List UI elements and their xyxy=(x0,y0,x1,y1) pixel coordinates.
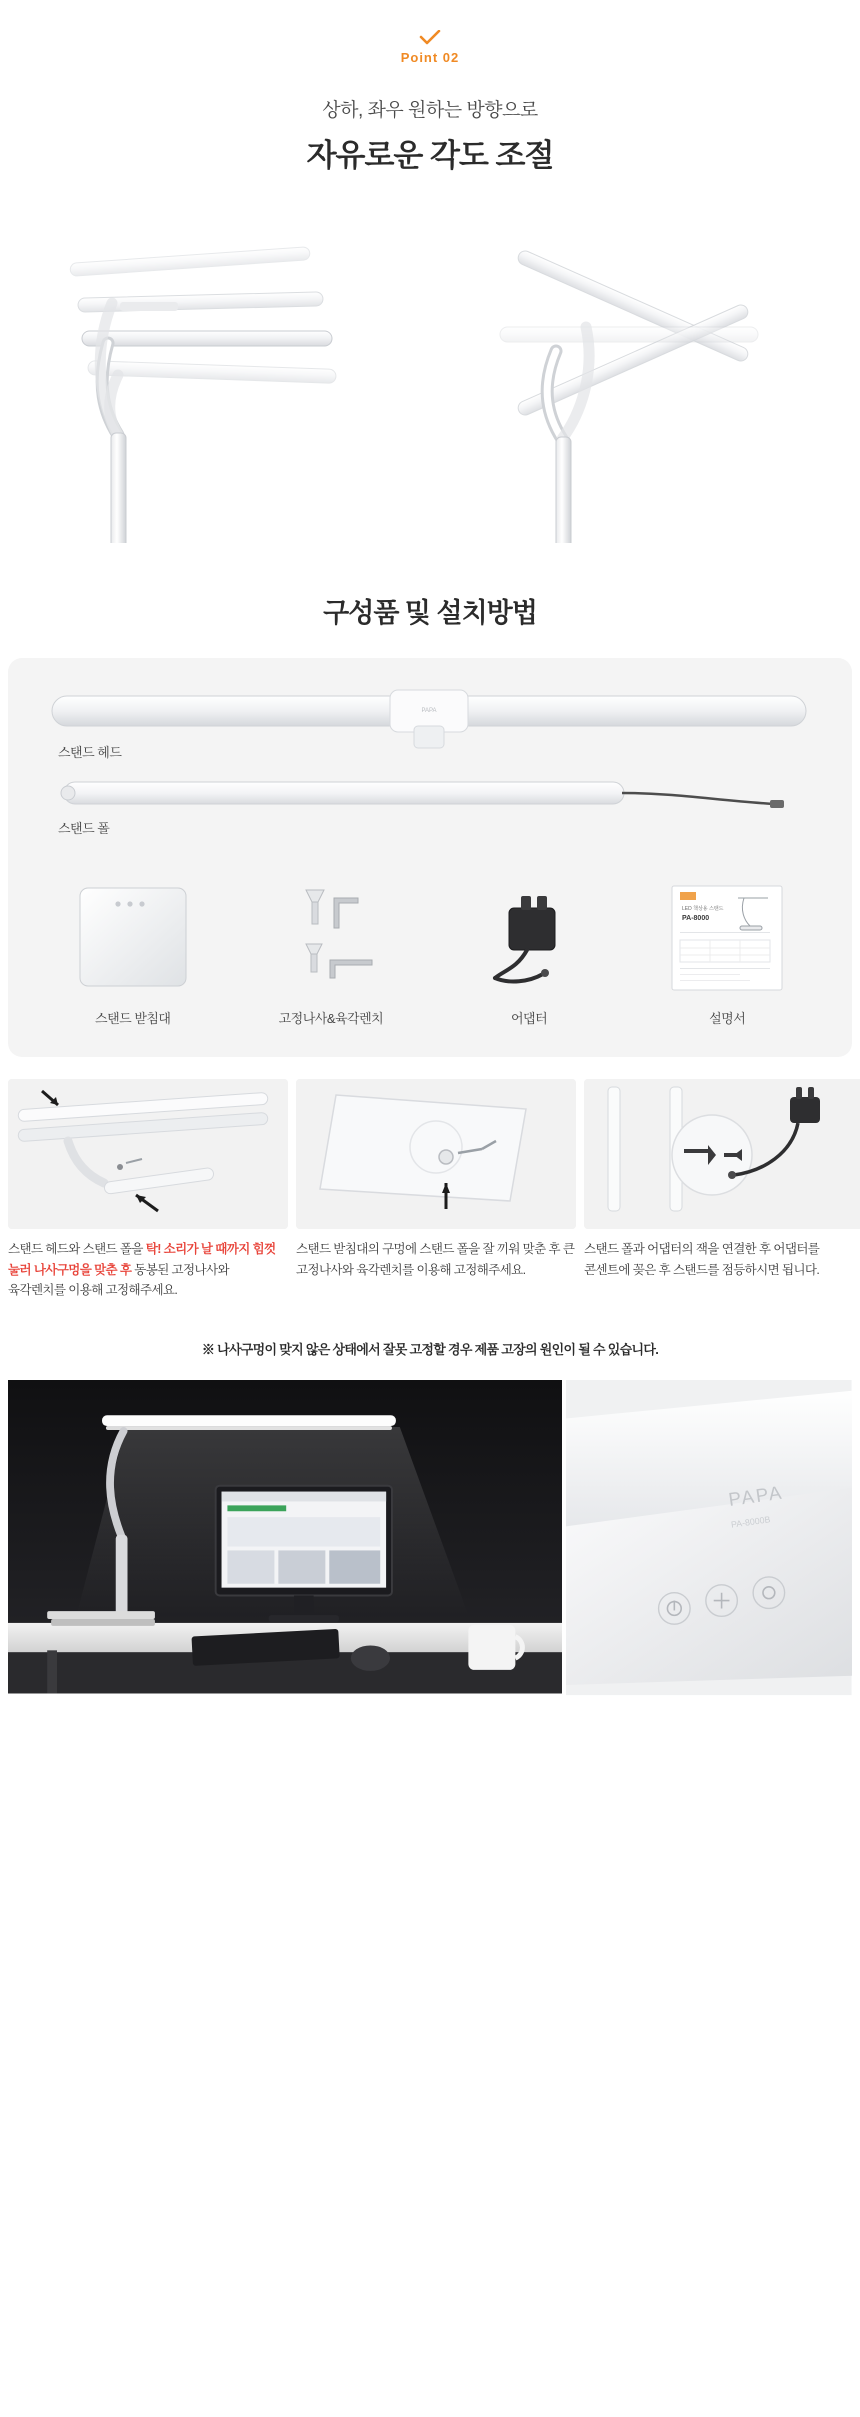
lamp-right xyxy=(500,249,758,543)
install-steps xyxy=(8,1079,852,1313)
step-1-text-after: 동봉된 고정나사와 육각렌치를 이용해 고정해주세요. xyxy=(8,1262,229,1298)
photo-gallery xyxy=(8,1380,852,1695)
step-1-text xyxy=(8,1239,288,1301)
lamp-illustration-svg xyxy=(0,203,860,543)
check-icon xyxy=(419,30,441,46)
component-label-adapter: 어댑터 xyxy=(510,1011,548,1026)
point-section xyxy=(0,0,860,175)
manual-model-text: PA-8000 xyxy=(682,915,710,922)
manual-art xyxy=(664,882,790,994)
component-label-pole: 스탠드 폴 xyxy=(58,821,110,836)
step-2-image xyxy=(296,1079,576,1229)
install-step-3 xyxy=(584,1079,860,1313)
step-2-text xyxy=(296,1239,576,1280)
step-2-illustration xyxy=(296,1079,576,1229)
step-1-text-highlight: 탁! 소리가 날 때까지 힘껏 눌러 나사구멍을 맞춘 후 xyxy=(8,1242,276,1277)
control-panel-illustration xyxy=(566,1380,852,1695)
lamp-head-art xyxy=(34,682,824,750)
install-step-1 xyxy=(8,1079,288,1313)
component-label-manual: 설명서 xyxy=(709,1011,746,1026)
component-pole-row xyxy=(34,774,826,848)
step-1-illustration xyxy=(8,1079,288,1229)
component-grid xyxy=(34,874,826,1027)
manual-title-text: LED 책상용 스탠드 xyxy=(682,906,724,912)
component-cell-manual xyxy=(638,874,816,1027)
step-3-text-before: 스탠드 폴과 어댑터의 잭을 연결한 후 어댑터를 콘센트에 꽂은 후 스탠드를 점등하시면 됩니다. xyxy=(584,1242,820,1277)
headline-main: 자유로운 각도 조절 xyxy=(306,138,554,173)
photo-desk-scene xyxy=(8,1380,562,1695)
lamp-angle-illustration xyxy=(0,203,860,543)
photo-control-panel xyxy=(566,1380,852,1695)
install-step-2 xyxy=(296,1079,576,1313)
step-3-text xyxy=(584,1239,860,1280)
component-label-head: 스탠드 헤드 xyxy=(58,745,122,760)
lamp-pole-art xyxy=(34,774,824,818)
step-1-text-before: 스탠드 헤드와 스탠드 폴을 xyxy=(8,1242,146,1256)
lamp-left xyxy=(64,247,336,543)
component-label-screws: 고정나사&육각렌치 xyxy=(278,1011,384,1026)
step-3-illustration xyxy=(584,1079,860,1229)
step-1-image xyxy=(8,1079,288,1229)
component-label-base: 스탠드 받침대 xyxy=(95,1011,171,1026)
component-cell-screws xyxy=(242,874,420,1027)
components-section-title: 구성품 및 설치방법 xyxy=(323,598,537,628)
lamp-base-art xyxy=(74,882,192,994)
adapter-art xyxy=(469,882,589,994)
side-photo-model: PA-8000B xyxy=(730,1514,772,1531)
component-cell-adapter xyxy=(440,874,618,1027)
point-label: Point 02 xyxy=(400,50,460,65)
install-note: ※ 나사구멍이 맞지 않은 상태에서 잘못 고정할 경우 제품 고장의 원인이 될 수 있습니다. xyxy=(201,1342,659,1358)
side-photo-brand: PAPA xyxy=(727,1481,785,1511)
component-cell-base xyxy=(44,874,222,1027)
component-head-row xyxy=(34,682,826,774)
step-2-text-before: 스탠드 받침대의 구멍에 스탠드 폴을 잘 끼워 맞춘 후 큰 고정나사와 육각렌치를 이용해 고정해주세요. xyxy=(296,1242,575,1277)
desk-scene-illustration xyxy=(8,1380,562,1693)
svg-text:PAPA: PAPA xyxy=(421,708,437,714)
headline-sub: 상하, 좌우 원하는 방향으로 xyxy=(322,100,538,121)
components-panel xyxy=(8,658,852,1057)
step-3-image xyxy=(584,1079,860,1229)
screw-wrench-art xyxy=(266,882,396,994)
